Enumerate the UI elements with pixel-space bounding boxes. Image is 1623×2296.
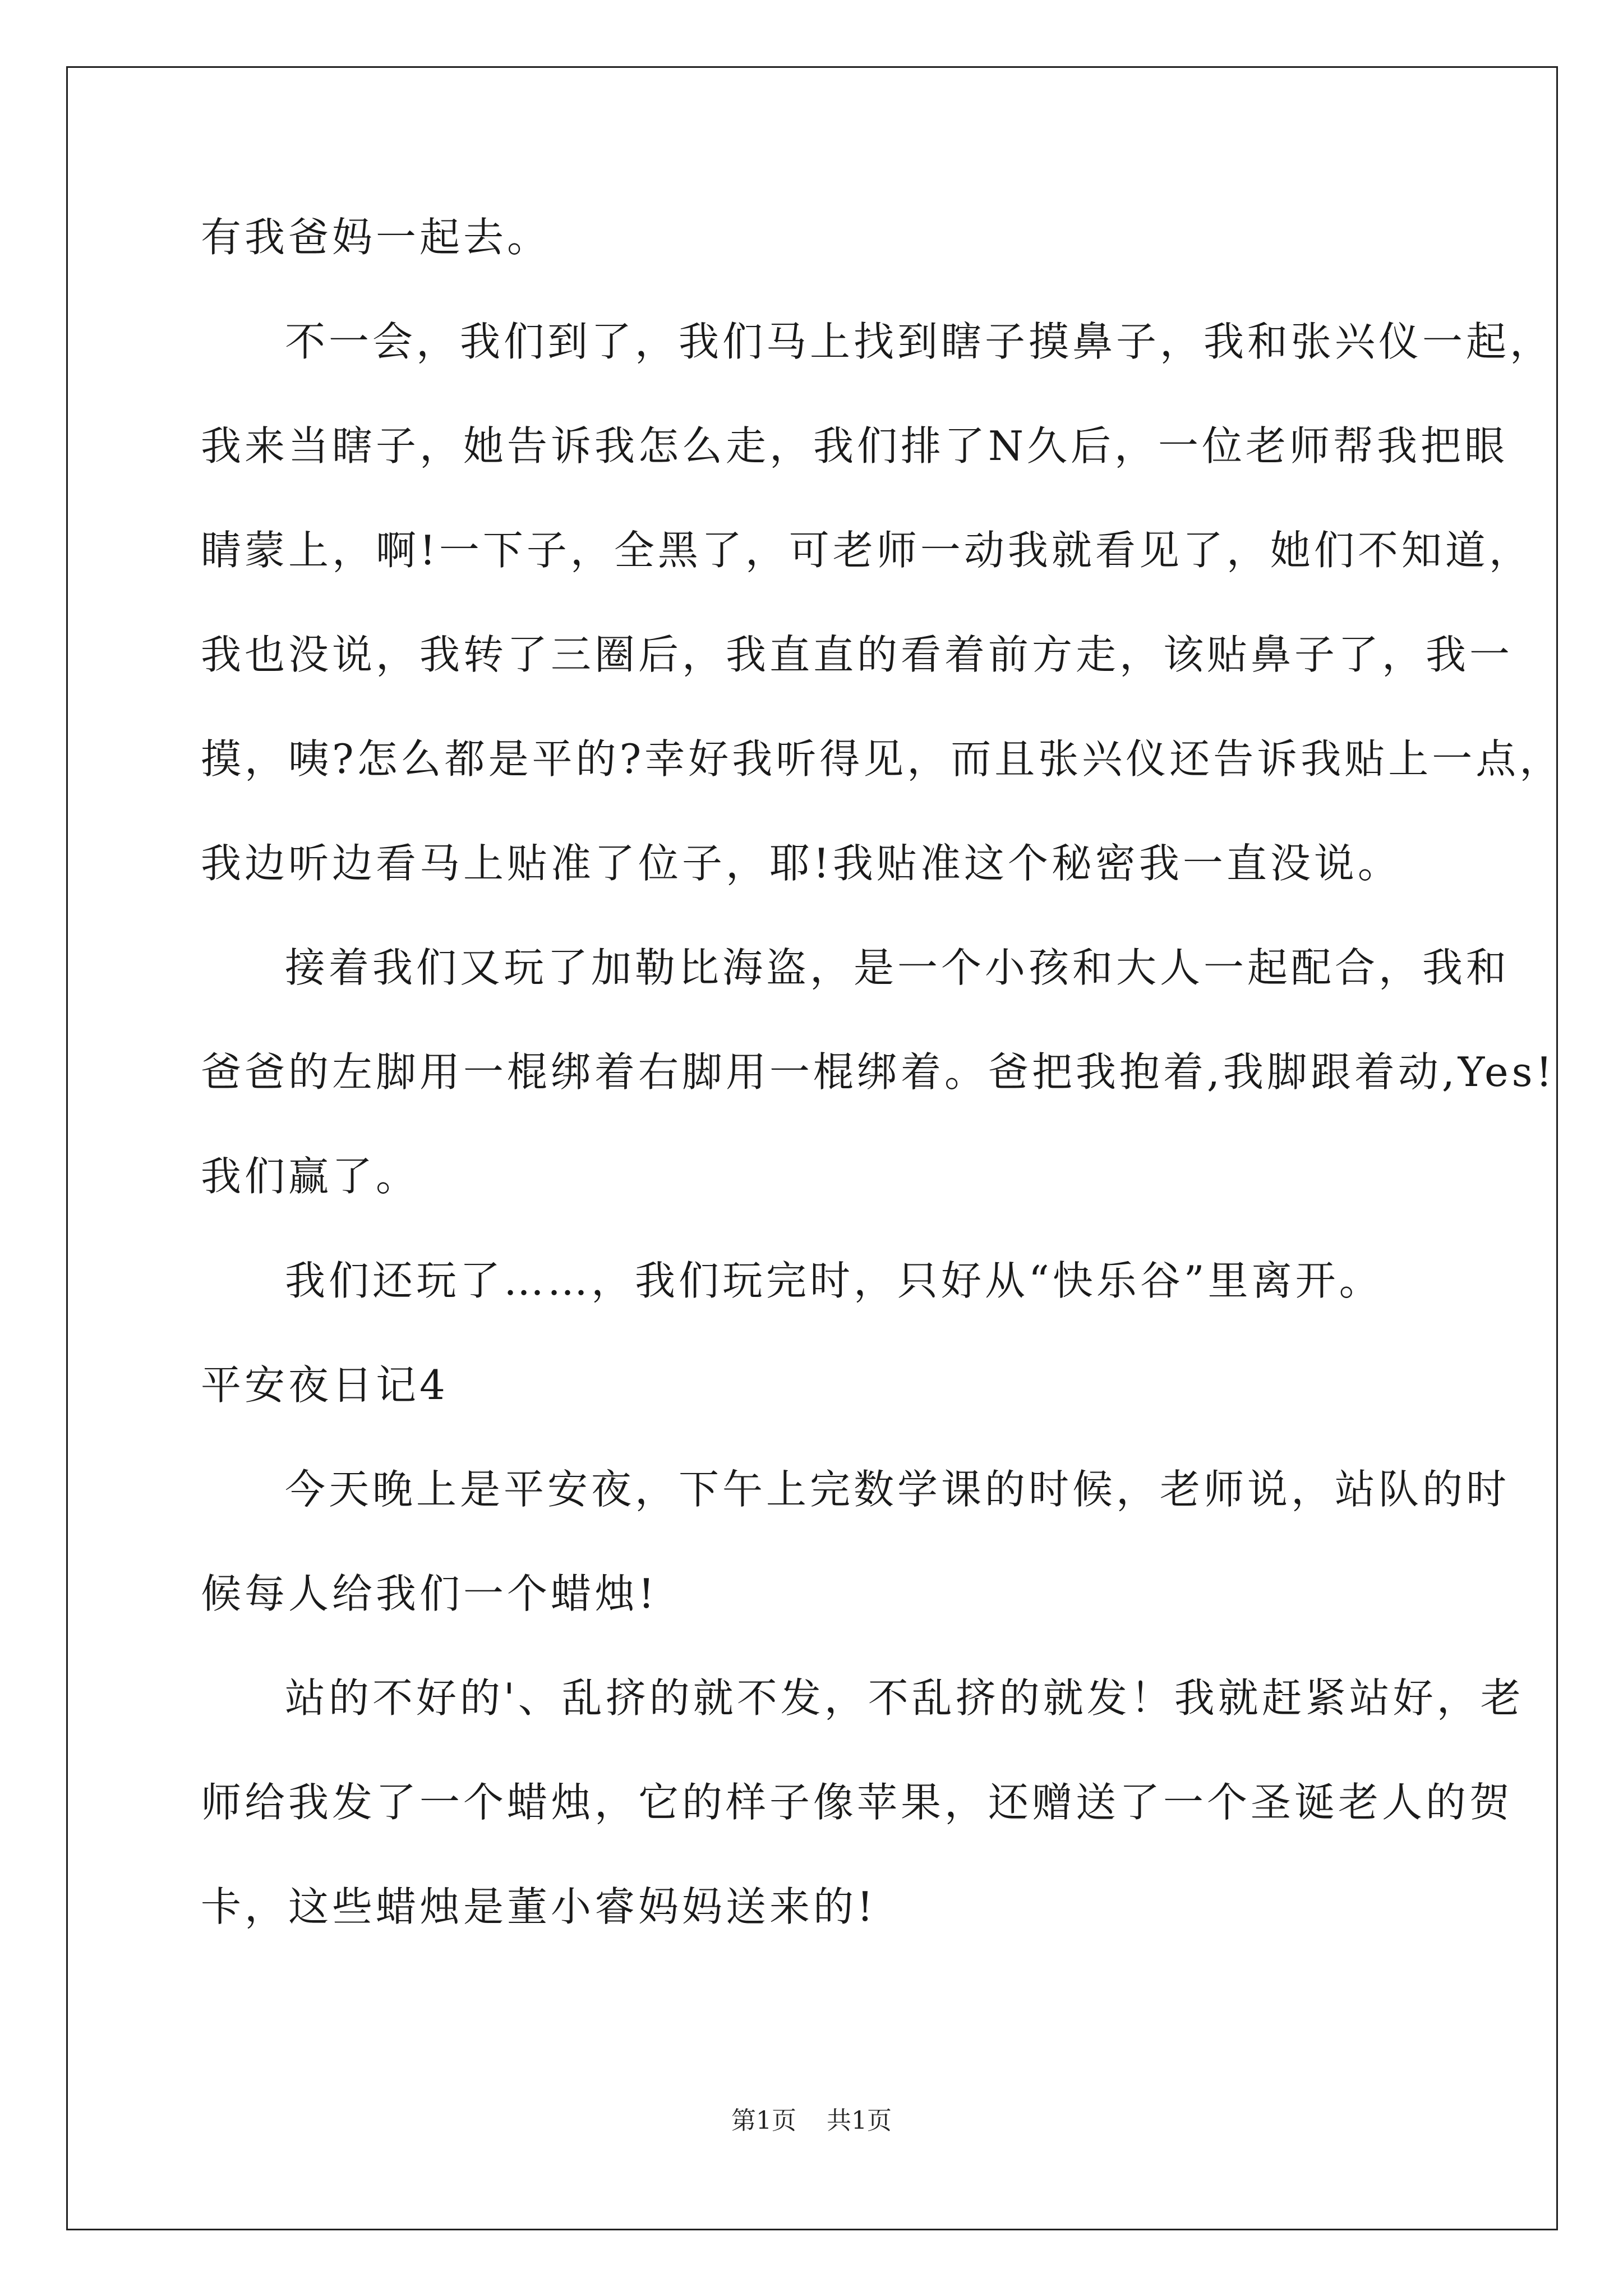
text-line: 我边听边看马上贴准了位子，耶!我贴准这个秘密我一直没说。 (201, 840, 1401, 887)
document-body (201, 185, 1564, 1959)
text-line: 我来当瞎子，她告诉我怎么走，我们排了N久后，一位老师帮我把眼 (201, 422, 1509, 470)
page-footer (0, 2100, 1623, 2136)
text-line: 不一会，我们到了，我们马上找到瞎子摸鼻子，我和张兴仪一起， (285, 318, 1554, 365)
text-line: 卡，这些蜡烛是董小睿妈妈送来的! (201, 1883, 877, 1930)
text-line: 我们赢了。 (201, 1153, 420, 1200)
text-line: 有我爸妈一起去。 (201, 214, 551, 261)
section-heading: 平安夜日记4 (201, 1361, 449, 1409)
text-line: 摸，咦?怎么都是平的?幸好我听得见，而且张兴仪还告诉我贴上一点， (201, 735, 1564, 783)
page-total: 共1页 (827, 2106, 892, 2135)
text-line: 师给我发了一个蜡烛，它的样子像苹果，还赠送了一个圣诞老人的贺 (201, 1779, 1514, 1826)
text-line: 我也没说，我转了三圈后，我直直的看着前方走，该贴鼻子了，我一 (201, 631, 1514, 678)
text-line: 我们还玩了……，我们玩完时，只好从“快乐谷”里离开。 (285, 1257, 1383, 1304)
page-number: 第1页 (731, 2106, 796, 2135)
text-line: 站的不好的'、乱挤的就不发，不乱挤的就发！我就赶紧站好，老 (285, 1674, 1524, 1722)
text-line: 睛蒙上，啊!一下子，全黑了，可老师一动我就看见了，她们不知道， (201, 527, 1533, 574)
text-line: 接着我们又玩了加勒比海盗，是一个小孩和大人一起配合，我和 (285, 944, 1510, 991)
text-line: 爸爸的左脚用一棍绑着右脚用一棍绑着。爸把我抱着,我脚跟着动,Yes! (201, 1048, 1556, 1096)
text-line: 今天晚上是平安夜，下午上完数学课的时候，老师说，站队的时 (285, 1466, 1510, 1513)
text-line: 候每人给我们一个蜡烛! (201, 1570, 658, 1617)
